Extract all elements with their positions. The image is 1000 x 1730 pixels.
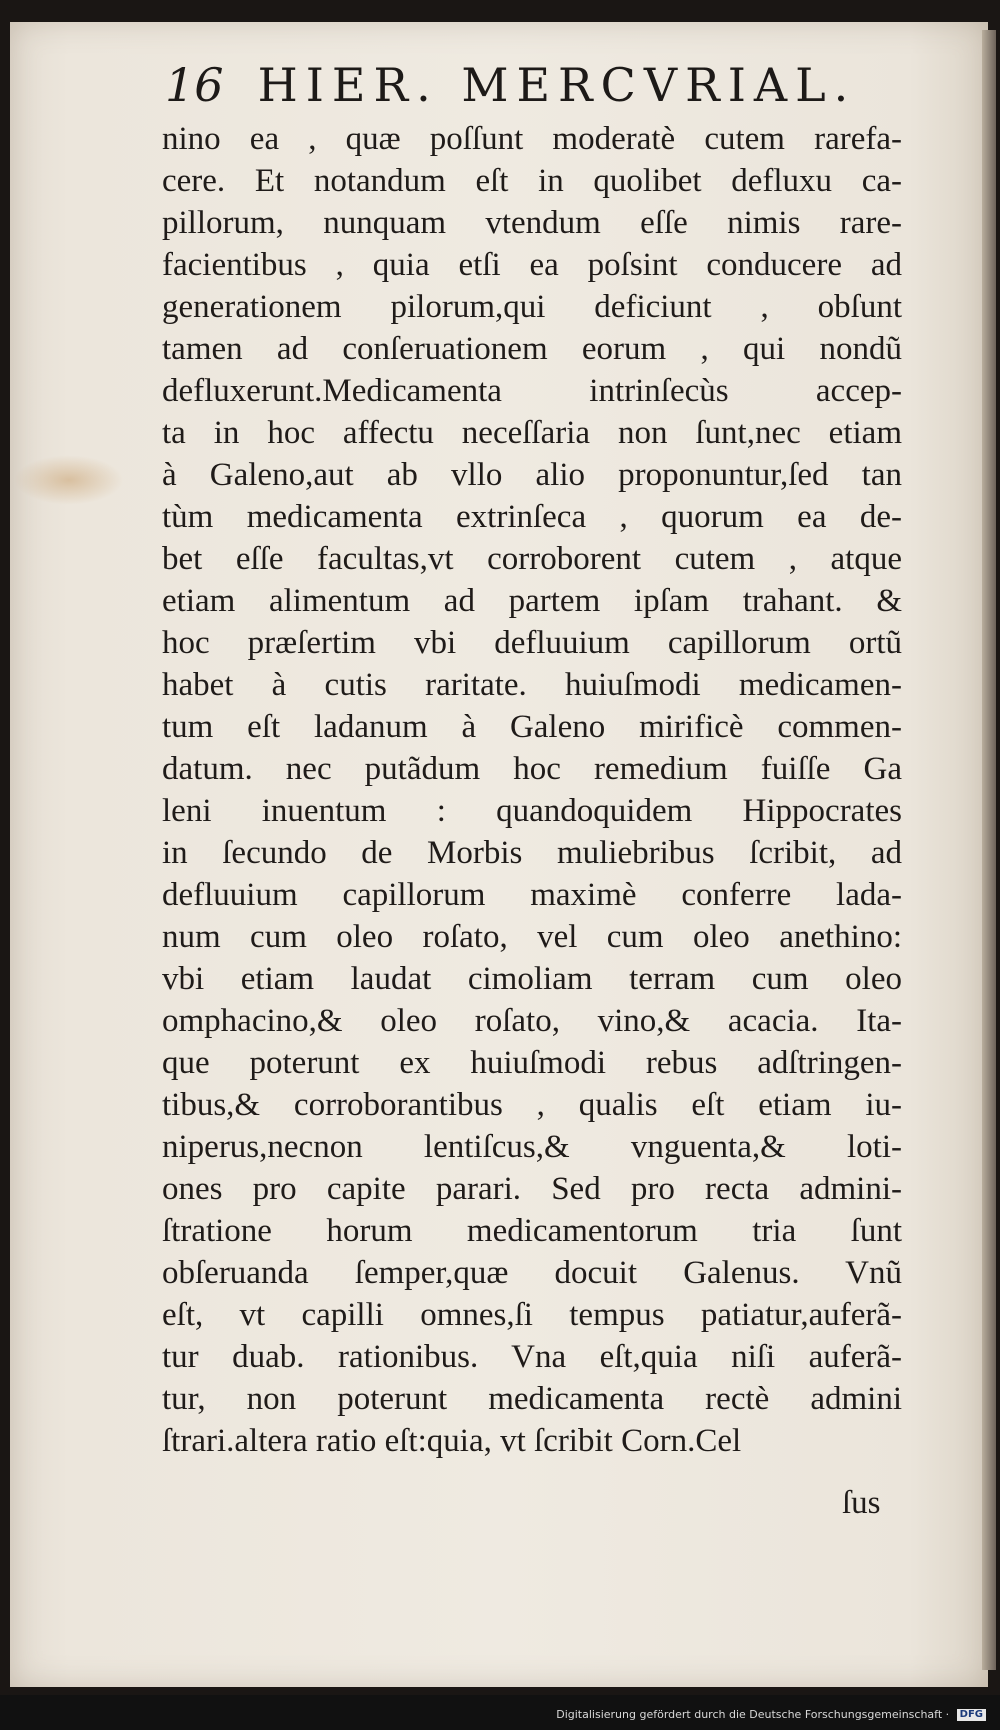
text-line: tibus,& corroborantibus , qualis eſt etiam iu- (162, 1087, 902, 1123)
text-line: niperus,necnon lentiſcus,& vnguenta,& loti- (162, 1129, 902, 1165)
running-header (165, 58, 857, 112)
text-line: cere. Et notandum eſt in quolibet defluxu ca- (162, 163, 902, 199)
text-line: eſt, vt capilli omnes,ſi tempus patiatur,auferã- (162, 1297, 902, 1333)
text-line: vbi etiam laudat cimoliam terram cum oleo (162, 961, 902, 997)
text-line: in ſecundo de Morbis muliebribus ſcribit, ad (162, 835, 902, 871)
digitization-credit (556, 1708, 986, 1721)
text-line: etiam alimentum ad partem ipſam trahant. & (162, 583, 902, 619)
text-line: ſtrari.altera ratio eſt:quia, vt ſcribit Corn.Cel (162, 1423, 742, 1459)
text-line: que poterunt ex huiuſmodi rebus adſtringen- (162, 1045, 902, 1081)
text-line: tamen ad conſeruationem eorum , qui nondũ (162, 331, 902, 367)
text-line: pillorum, nunquam vtendum eſſe nimis rare- (162, 205, 902, 241)
text-line: ta in hoc affectu neceſſaria non ſunt,nec etiam (162, 415, 902, 451)
text-line: omphacino,& oleo roſato, vino,& acacia. Ita- (162, 1003, 902, 1039)
catchword: ſus (842, 1485, 881, 1521)
text-line: num cum oleo roſato, vel cum oleo anethino: (162, 919, 902, 955)
text-line: habet à cutis raritate. huiuſmodi medicamen- (162, 667, 902, 703)
text-line: obſeruanda ſemper,quæ docuit Galenus. Vnũ (162, 1255, 902, 1291)
page-number: 16 (165, 58, 224, 112)
text-line: datum. nec putãdum hoc remedium fuiſſe Ga (162, 751, 902, 787)
text-line: tur duab. rationibus. Vna eſt,quia niſi auferã- (162, 1339, 902, 1375)
text-line: facientibus , quia etſi ea poſsint conducere ad (162, 247, 902, 283)
text-line: ones pro capite parari. Sed pro rectа admini- (162, 1171, 902, 1207)
text-line: tum eſt ladanum à Galeno mirificè commen- (162, 709, 902, 745)
text-line: generationem pilorum,qui deficiunt , obſunt (162, 289, 902, 325)
text-line: bet eſſe facultas,vt corroborent cutem , atque (162, 541, 902, 577)
page-edge (982, 30, 996, 1670)
dfg-logo: DFG (957, 1709, 986, 1721)
text-line: defluuium capillorum maximè conferre lada- (162, 877, 902, 913)
text-line: tùm medicamenta extrinſeca , quorum ea de- (162, 499, 902, 535)
running-title: HIER. MERCVRIAL. (257, 58, 857, 112)
text-line: tur, non poterunt medicamenta rectè admini (162, 1381, 902, 1417)
text-line: hoc præſertim vbi defluuium capillorum ortũ (162, 625, 902, 661)
text-line: à Galeno,aut ab vllo alio proponuntur,ſed tan (162, 457, 902, 493)
text-line: defluxerunt.Medicamenta intrinſecùs accep- (162, 373, 902, 409)
text-line: ſtratione horum medicamentorum tria ſunt (162, 1213, 902, 1249)
text-line: nino ea , quæ poſſunt moderatè cutem rarefa- (162, 121, 902, 157)
credit-text: Digitalisierung gefördert durch die Deutsche Forschungsgemeinschaft · (556, 1708, 950, 1721)
paper-stain (14, 455, 124, 505)
body-text (162, 118, 902, 1462)
text-line: leni inuentum : quandoquidem Hippocrates (162, 793, 902, 829)
